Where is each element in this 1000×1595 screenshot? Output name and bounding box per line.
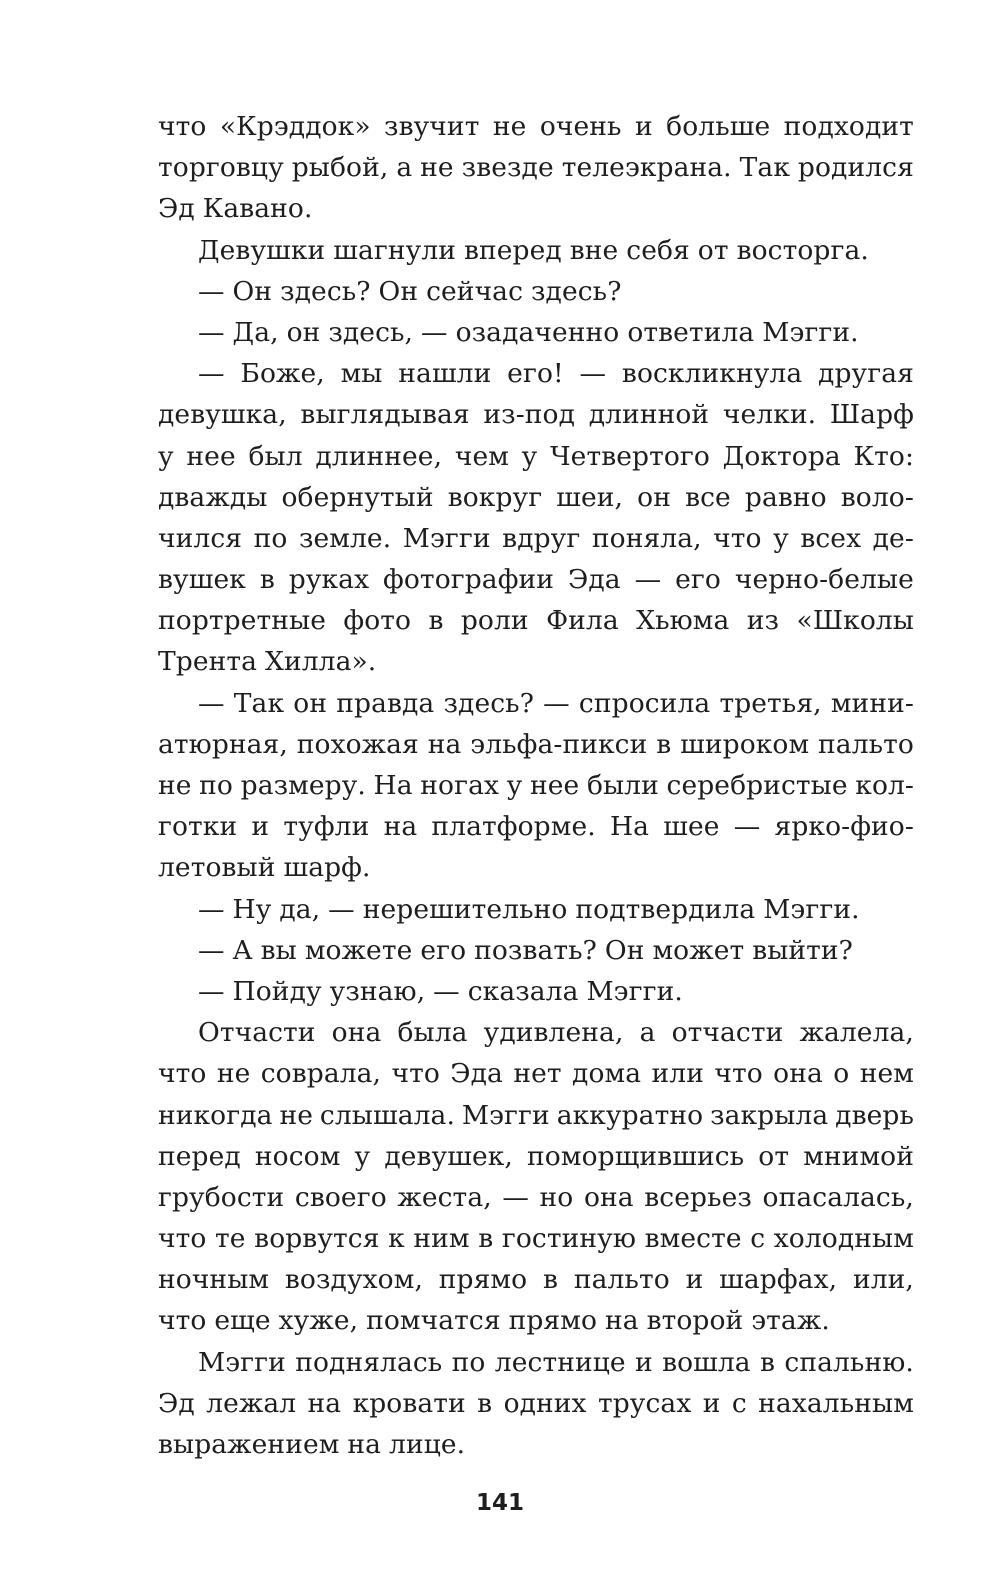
text-line: Эд Кавано.	[158, 193, 313, 225]
text-line: — Ну да, — нерешительно подтвердила Мэгги.	[198, 893, 860, 925]
body-text	[158, 106, 914, 1465]
text-line: — Боже, мы нашли его! — воскликнула другая	[198, 358, 914, 390]
text-line: что еще хуже, помчатся прямо на второй этаж.	[158, 1305, 830, 1337]
text-line: перед носом у девушек, поморщившись от мнимой	[158, 1140, 914, 1172]
text-line: Отчасти она была удивлена, а отчасти жалела,	[198, 1017, 914, 1049]
text-line: — Да, он здесь, — озадаченно ответила Мэгги.	[198, 316, 859, 348]
text-line: атюрная, похожая на эльфа-пикси в широком пальто	[158, 728, 914, 760]
text-line: что «Крэддок» звучит не очень и больше подходит	[158, 111, 914, 142]
text-line: — Он здесь? Он сейчас здесь?	[198, 275, 622, 307]
text-line: Мэгги поднялась по лестнице и вошла в спальню.	[198, 1346, 914, 1378]
text-line: Девушки шагнули вперед вне себя от восторга.	[198, 234, 869, 266]
text-line: выражением на лице.	[158, 1429, 466, 1460]
text-line: вушек в руках фотографии Эда — его черно-белые	[158, 564, 914, 596]
text-line: у нее был длиннее, чем у Четвертого Доктора Кто:	[158, 440, 914, 472]
text-line: чился по земле. Мэгги вдруг поняла, что у всех де-	[158, 522, 914, 554]
text-line: девушка, выглядывая из-под длинной челки. Шарф	[158, 399, 914, 431]
text-line: портретные фото в роли Фила Хьюма из «Школы	[158, 605, 914, 637]
text-line: готки и туфли на платформе. На шее — ярко-фио-	[158, 811, 914, 843]
text-line: грубости своего жеста, — но она всерьез опасалась,	[158, 1181, 914, 1213]
text-line: дважды обернутый вокруг шеи, он все равно воло-	[158, 481, 914, 513]
text-line: не по размеру. На ногах у нее были серебристые кол-	[158, 770, 914, 801]
text-line: что те ворвутся к ним в гостиную вместе с холодным	[158, 1223, 914, 1255]
text-line: ночным воздухом, прямо в пальто и шарфах, или,	[158, 1264, 914, 1296]
text-line: что не соврала, что Эда нет дома или что она о нем	[158, 1058, 914, 1090]
page-number: 141	[475, 1490, 524, 1516]
text-line: — Так он правда здесь? — спросила третья, мини-	[198, 687, 914, 719]
text-line: летовый шарф.	[158, 852, 371, 884]
text-line: никогда не слышала. Мэгги аккуратно закрыла дверь	[158, 1099, 914, 1131]
text-line: Трента Хилла».	[158, 646, 377, 678]
text-line: торговцу рыбой, а не звезде телеэкрана. Так родился	[158, 152, 914, 184]
text-line: — Пойду узнаю, — сказала Мэгги.	[198, 975, 683, 1007]
text-line: Эд лежал на кровати в одних трусах и с нахальным	[158, 1387, 914, 1419]
text-line: — А вы можете его позвать? Он может выйти?	[198, 934, 853, 966]
